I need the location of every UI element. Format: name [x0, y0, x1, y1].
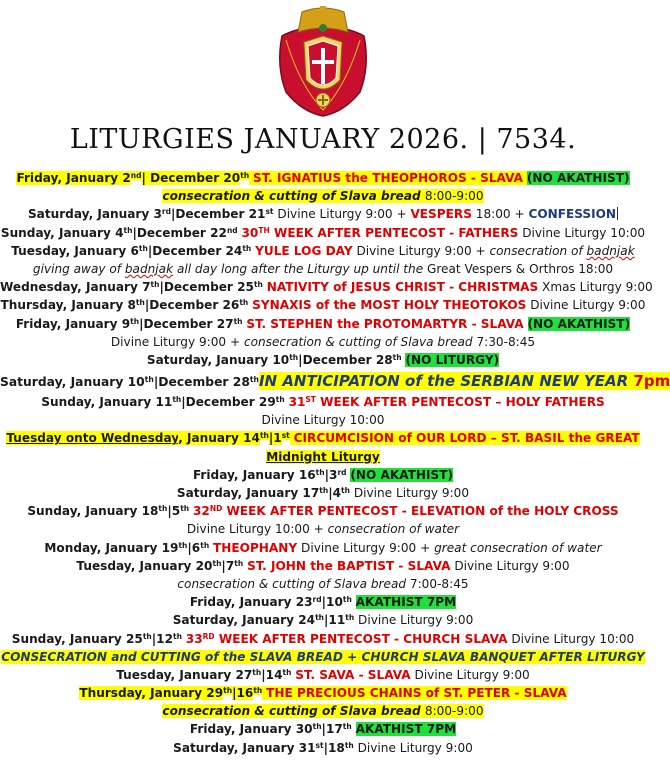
- schedule-text: [524, 317, 528, 331]
- schedule-text: |14: [261, 667, 283, 682]
- schedule-text: |5: [167, 504, 181, 519]
- schedule-line: [0, 187, 646, 205]
- schedule-text: th: [282, 667, 292, 677]
- schedule-text: th: [144, 374, 154, 384]
- schedule-text: consecration & cutting of Slava bread: [177, 576, 407, 591]
- schedule-text: |18: [323, 740, 345, 755]
- schedule-text: |December 22: [132, 225, 227, 240]
- schedule-text: consecration & cutting of Slava bread: [162, 704, 425, 719]
- schedule-text: Monday, January 19: [44, 540, 179, 555]
- schedule-text: Tuesday, January 27: [116, 667, 253, 682]
- schedule-text: Sunday, January 11: [41, 395, 173, 410]
- schedule-line: [0, 702, 646, 720]
- schedule-text: Divine Liturgy 9:00: [353, 740, 473, 755]
- schedule-text: VESPERS: [410, 207, 472, 222]
- schedule-text: (NO AKATHIST): [526, 171, 630, 185]
- schedule-text: Midnight Liturgy: [266, 449, 380, 464]
- schedule-text: CONFESSION: [528, 207, 617, 222]
- schedule-text: th: [289, 352, 299, 362]
- schedule-text: th: [242, 243, 252, 253]
- schedule-text: |December 29: [181, 395, 276, 410]
- schedule-text: 8:00-9:00: [424, 189, 484, 204]
- schedule-text: Divine Liturgy 9:00: [354, 613, 474, 628]
- schedule-text: Divine Liturgy 9:00 +: [110, 334, 244, 349]
- schedule-text: IN ANTICIPATION of the SERBIAN NEW YEAR: [258, 372, 634, 391]
- schedule-text: th: [173, 631, 182, 641]
- schedule-text: giving away of: [32, 261, 125, 276]
- schedule-text: (NO AKATHIST): [527, 316, 631, 331]
- schedule-text: badnjak: [124, 261, 174, 276]
- schedule-text: consecration & cutting of Slava bread: [243, 334, 473, 349]
- schedule-line: [0, 593, 646, 611]
- page-title: LITURGIES JANUARY 2026. | 7534.: [69, 124, 577, 155]
- schedule-text: AKATHIST 7PM: [355, 722, 457, 737]
- schedule-text: ST. SAVA - SLAVA: [295, 667, 411, 682]
- schedule-text: Wednesday, January 7: [0, 280, 151, 295]
- schedule-text: |December 25: [159, 280, 254, 295]
- schedule-text: RD: [202, 631, 215, 641]
- schedule-text: |December 28: [153, 375, 250, 390]
- schedule-text: rd: [337, 467, 347, 477]
- schedule-text: th: [344, 740, 354, 750]
- schedule-text: th: [130, 316, 140, 326]
- schedule-text: 33: [185, 631, 203, 646]
- schedule-text: 31: [288, 395, 306, 410]
- schedule-text: 8:00-9:00: [424, 704, 484, 719]
- schedule-line: [0, 333, 646, 351]
- schedule-text: Sunday, January 4: [0, 225, 124, 240]
- schedule-text: Saturday, January 10: [146, 352, 290, 367]
- schedule-text: SYNAXIS of the MOST HOLY THEOTOKOS: [252, 298, 527, 313]
- schedule-line: [0, 315, 646, 333]
- schedule-text: th: [172, 394, 182, 404]
- schedule-text: Sunday, January 25: [11, 631, 143, 646]
- schedule-text: NATIVITY of JESUS CHRIST - CHRISTMAS: [266, 280, 539, 295]
- schedule-text: th: [252, 667, 262, 677]
- schedule-text: th: [342, 595, 352, 604]
- schedule-text: Divine Liturgy 10:00: [518, 225, 646, 240]
- schedule-text: Divine Liturgy 9:00: [450, 558, 570, 573]
- schedule-text: , January 14: [178, 431, 260, 446]
- schedule-text: Saturday, January 17: [176, 486, 320, 500]
- schedule-text: th: [341, 485, 350, 495]
- schedule-text: |1: [268, 431, 282, 446]
- schedule-text: ST. JOHN the BAPTIST - SLAVA: [247, 558, 451, 573]
- schedule-text: |December 21: [170, 207, 266, 222]
- schedule-text: Divine Liturgy 9:00: [526, 298, 646, 313]
- schedule-text: |6: [187, 540, 201, 555]
- schedule-line: [0, 448, 646, 466]
- schedule-text: th: [200, 540, 210, 550]
- schedule-line: [0, 393, 646, 411]
- coat-of-arms-icon: [272, 6, 374, 118]
- schedule-text: YULE LOG DAY: [255, 243, 353, 258]
- schedule-text: th: [123, 225, 133, 235]
- schedule-line: [0, 169, 646, 187]
- schedule-text: Friday, January 2: [16, 171, 131, 185]
- schedule-text: |December 26: [144, 298, 240, 313]
- schedule-line: [0, 739, 646, 757]
- schedule-text: th: [312, 722, 322, 732]
- schedule-text: 7:00-8:45: [406, 576, 469, 591]
- schedule-line: [0, 242, 646, 260]
- schedule-line: [0, 411, 646, 429]
- schedule-text: th: [342, 722, 352, 732]
- schedule-text: | December 20: [141, 171, 241, 185]
- schedule-text: Great Vespers & Orthros 18:00: [426, 261, 614, 276]
- schedule-text: rd: [161, 207, 171, 217]
- schedule-text: Divine Liturgy 9:00: [410, 667, 530, 682]
- schedule-text: consecration of: [489, 243, 587, 258]
- schedule-text: Saturday, January 31: [173, 740, 316, 755]
- schedule-text: th: [239, 298, 249, 308]
- schedule-text: (NO AKATHIST): [350, 467, 454, 482]
- schedule-text: th: [315, 613, 324, 623]
- schedule-text: Saturday, January 24: [172, 613, 316, 628]
- schedule-line: [0, 630, 646, 648]
- schedule-text: WEEK AFTER PENTECOST – HOLY FATHERS: [315, 395, 605, 410]
- schedule-text: WEEK AFTER PENTECOST - CHURCH SLAVA: [214, 631, 508, 646]
- schedule-text: AKATHIST 7PM: [355, 595, 457, 610]
- schedule-text: th: [135, 298, 145, 308]
- schedule-text: Friday, January 23: [189, 595, 313, 610]
- schedule-text: THE PRECIOUS CHAINS of ST. PETER - SLAVA: [266, 686, 567, 701]
- schedule-text: Xmas Liturgy 9:00: [538, 280, 653, 295]
- schedule-text: |4: [328, 486, 342, 500]
- schedule-text: th: [249, 374, 259, 384]
- schedule-text: WEEK AFTER PENTECOST - ELEVATION of the HOLY CROSS: [222, 504, 619, 519]
- schedule-line: [0, 351, 646, 369]
- schedule-line: [0, 520, 646, 538]
- schedule-text: Tuesday onto Wednesday: [6, 431, 179, 446]
- schedule-text: |7: [221, 558, 235, 573]
- schedule-text: th: [275, 394, 285, 404]
- schedule-text: Divine Liturgy 10:00 +: [186, 522, 328, 537]
- schedule-text: Friday, January 30: [189, 722, 313, 737]
- schedule-text: Saturday, January 3: [27, 207, 162, 222]
- schedule-text: |17: [321, 722, 343, 737]
- schedule-text: th: [138, 243, 148, 253]
- schedule-text: |12: [151, 631, 173, 646]
- schedule-line: [0, 575, 646, 593]
- schedule-text: Divine Liturgy 9:00 +: [297, 540, 435, 555]
- schedule-text: CONSECRATION and CUTTING of the SLAVA BREAD + CHURCH SLAVA BANQUET AFTER LITURGY: [1, 649, 645, 664]
- schedule-text: |11: [324, 613, 346, 628]
- schedule-text: |December 24: [147, 243, 243, 258]
- schedule-line: [0, 224, 646, 242]
- schedule-text: th: [150, 280, 160, 289]
- schedule-text: Sunday, January 18: [27, 504, 159, 519]
- schedule-text: nd: [226, 225, 238, 235]
- schedule-text: st: [281, 431, 290, 441]
- schedule-text: rd: [312, 595, 322, 604]
- schedule-text: Thursday, January 8: [0, 298, 136, 313]
- schedule-line: [0, 684, 646, 702]
- schedule-text: Friday, January 9: [15, 316, 131, 331]
- schedule-line: [0, 484, 646, 502]
- schedule-line: [0, 611, 646, 629]
- schedule-text: th: [392, 352, 402, 362]
- schedule-text: TH: [258, 225, 270, 235]
- schedule-text: 18:00 +: [471, 207, 529, 222]
- schedule-line: [0, 557, 646, 575]
- schedule-text: great consecration of water: [434, 540, 602, 555]
- schedule-text: th: [233, 316, 243, 326]
- schedule-line: [0, 429, 646, 447]
- schedule-line: [0, 369, 670, 393]
- schedule-text: Friday, January 16: [192, 467, 316, 482]
- schedule-text: CIRCUMCISION of OUR LORD – ST. BASIL the GREAT: [293, 431, 640, 446]
- schedule-text: (NO LITURGY): [405, 352, 500, 367]
- schedule-text: ST. IGNATIUS the THEOPHOROS - SLAVA: [253, 171, 523, 185]
- liturgy-schedule: [0, 169, 670, 757]
- schedule-text: th: [240, 170, 250, 180]
- schedule-text: th: [178, 540, 188, 550]
- schedule-text: th: [212, 558, 222, 568]
- schedule-text: nd: [130, 170, 142, 180]
- schedule-text: [352, 722, 356, 736]
- schedule-text: th: [345, 613, 355, 623]
- schedule-text: th: [315, 467, 325, 477]
- schedule-text: Divine Liturgy 10:00: [261, 413, 385, 428]
- schedule-text: 32: [192, 504, 210, 519]
- schedule-text: badnjak: [586, 243, 635, 258]
- schedule-text: Divine Liturgy 9:00: [349, 486, 470, 500]
- schedule-text: Saturday, January 10: [0, 375, 145, 390]
- schedule-line: [0, 278, 653, 296]
- schedule-text: th: [180, 504, 190, 514]
- schedule-text: |December 27: [139, 316, 234, 331]
- schedule-text: consecration of water: [327, 522, 460, 537]
- schedule-text: Thursday, January 29: [79, 686, 224, 701]
- schedule-text: ST. STEPHEN the PROTOMARTYR - SLAVA: [246, 316, 524, 331]
- schedule-line: [0, 539, 646, 557]
- schedule-text: st: [265, 207, 274, 217]
- schedule-text: consecration & cutting of Slava bread: [162, 189, 425, 204]
- schedule-text: Divine Liturgy 10:00: [507, 631, 635, 646]
- schedule-text: th: [253, 280, 263, 289]
- schedule-line: [0, 648, 646, 666]
- schedule-line: [0, 666, 646, 684]
- schedule-line: [0, 260, 646, 278]
- schedule-text: THEOPHANY: [213, 540, 298, 555]
- schedule-text: th: [142, 631, 152, 641]
- schedule-line: [0, 296, 646, 314]
- schedule-line: [0, 205, 646, 223]
- schedule-text: WEEK AFTER PENTECOST - FATHERS: [269, 225, 519, 240]
- schedule-text: ST: [305, 394, 316, 404]
- schedule-text: th: [319, 485, 329, 495]
- schedule-text: st: [315, 740, 324, 750]
- schedule-line: [0, 502, 646, 520]
- text-cursor: [617, 207, 618, 220]
- schedule-text: th: [223, 685, 233, 695]
- schedule-line: [0, 466, 646, 484]
- schedule-text: ND: [209, 504, 223, 514]
- schedule-text: |December 28: [298, 352, 393, 367]
- schedule-text: 30: [241, 225, 259, 240]
- schedule-text: th: [253, 685, 263, 695]
- schedule-text: Tuesday, January 6: [11, 243, 139, 258]
- schedule-text: Divine Liturgy 9:00 +: [352, 243, 490, 258]
- schedule-text: |16: [232, 686, 254, 701]
- schedule-text: 7:30-8:45: [472, 334, 536, 349]
- schedule-text: all day long after the Liturgy up until the: [173, 261, 427, 276]
- schedule-text: |3: [324, 467, 338, 482]
- schedule-text: th: [158, 504, 168, 514]
- schedule-text: Tuesday, January 20: [76, 558, 213, 573]
- schedule-text: th: [234, 558, 244, 568]
- schedule-text: th: [259, 431, 269, 441]
- schedule-text: |10: [321, 595, 343, 610]
- schedule-text: 7pm: [633, 372, 670, 391]
- schedule-line: [0, 720, 646, 738]
- schedule-text: Divine Liturgy 9:00 +: [273, 207, 411, 222]
